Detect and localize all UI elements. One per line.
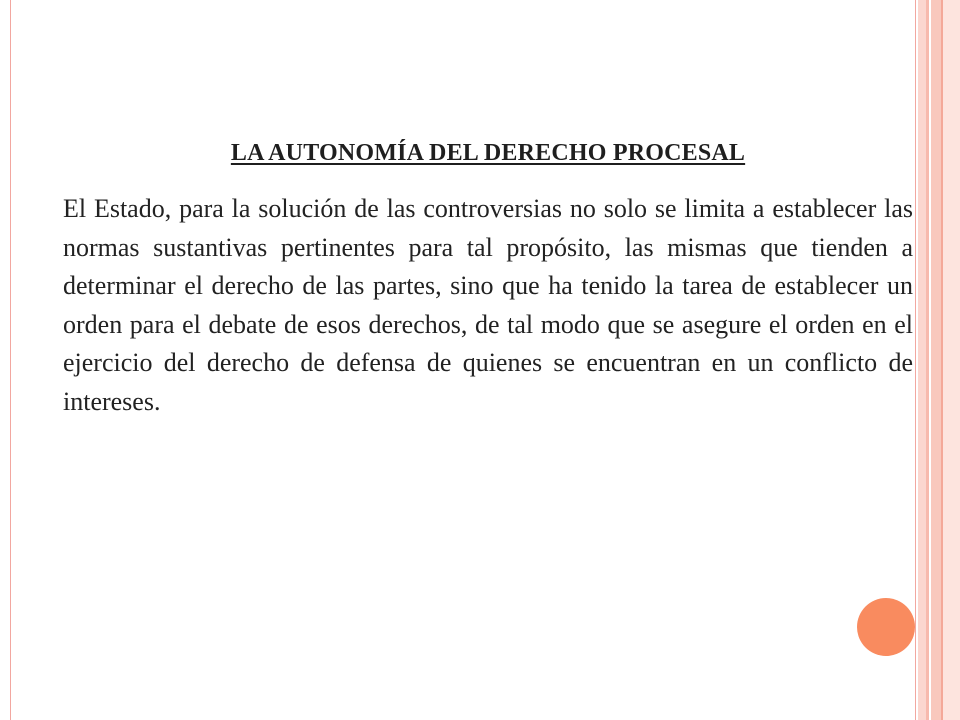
slide-body-text: El Estado, para la solución de las controversias no solo se limita a establecer las normas sustantivas pertinentes para tal propósito, las mismas que tienden a determinar el derecho de las partes, sino que ha tenido la tarea de establecer un orden para el debate de esos derechos, de tal modo que se asegure el orden en el ejercicio del derecho de defensa de quienes se encuentran en un conflicto de intereses. xyxy=(63,194,913,416)
decorative-band xyxy=(918,0,926,720)
slide-content xyxy=(63,140,913,421)
slide-title: LA AUTONOMÍA DEL DERECHO PROCESAL xyxy=(230,140,746,166)
accent-circle xyxy=(857,598,915,656)
decorative-band xyxy=(931,0,941,720)
decorative-band xyxy=(943,0,960,720)
